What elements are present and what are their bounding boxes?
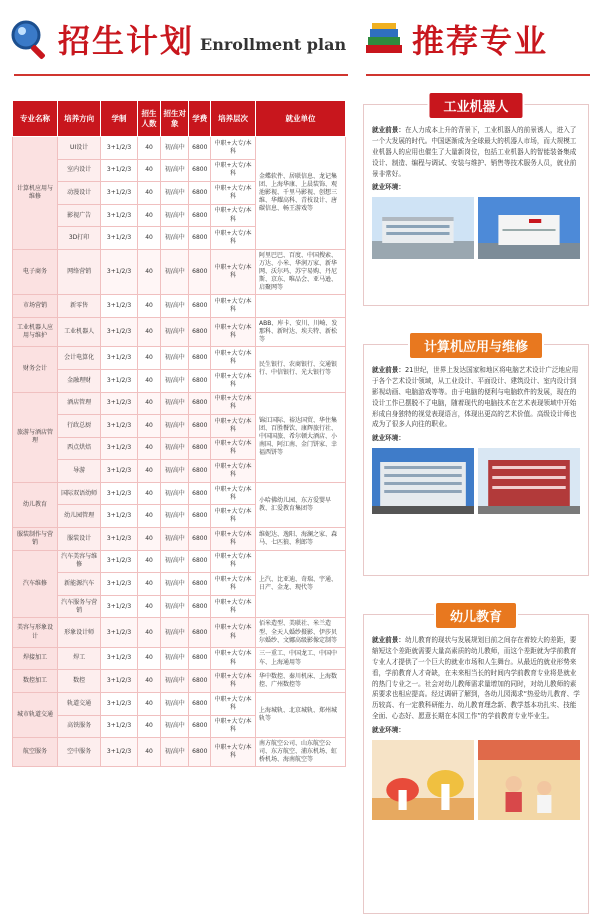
cell-major: 美容与形象设计 [13, 618, 58, 647]
cell-fee: 6800 [189, 249, 211, 294]
section-banner: 幼儿教育 [436, 603, 516, 628]
cell-level: 中职+大专/本科 [211, 573, 256, 596]
cell-level: 中职+大专/本科 [211, 347, 256, 370]
cell-direction: 网络营销 [57, 249, 100, 294]
table-row [13, 647, 346, 670]
cell-years: 3+1/2/3 [101, 227, 138, 250]
cell-years: 3+1/2/3 [101, 318, 138, 347]
cell-employers: 南方航空公司、山东航空公司、东方航空、浦东机场、虹桥机场、海南航空等 [256, 738, 346, 767]
table-row [13, 618, 346, 647]
cell-target: 初/高中 [161, 204, 189, 227]
cell-target: 初/高中 [161, 692, 189, 715]
table-row [13, 692, 346, 715]
cell-target: 初/高中 [161, 528, 189, 551]
cell-years: 3+1/2/3 [101, 647, 138, 670]
prospect-label: 就业前景： [372, 126, 405, 134]
header-major: 专业名称 [13, 101, 58, 137]
cell-years: 3+1/2/3 [101, 182, 138, 205]
cell-level: 中职+大专/本科 [211, 204, 256, 227]
table-row [13, 550, 346, 573]
cell-fee: 6800 [189, 159, 211, 182]
cell-target: 初/高中 [161, 738, 189, 767]
cell-level: 中职+大专/本科 [211, 392, 256, 415]
factory-photo [372, 197, 474, 259]
cell-fee: 6800 [189, 505, 211, 528]
cell-major: 计算机应用与维修 [13, 137, 58, 250]
cell-target: 初/高中 [161, 715, 189, 738]
cell-direction: 行政总厨 [57, 415, 100, 438]
cell-major: 城市轨道交通 [13, 692, 58, 737]
cell-years: 3+1/2/3 [101, 204, 138, 227]
section-early-education [363, 610, 589, 914]
cell-years: 3+1/2/3 [101, 715, 138, 738]
company-building-photo [478, 448, 580, 514]
cell-direction: 酒店管理 [57, 392, 100, 415]
cell-direction: 金融理财 [57, 369, 100, 392]
prospect-text: 在人力成本上升的背景下，工业机器人的前景诱人，进入了一个大发展的时代。中国逐渐成为全球最大的机器人市场，而大规模工业机器人的应用也催生了大量新岗位，包括工业机器人的智能装备集成设计、制造、编程与调试、安装与维护、销售等技术服务人员，就业前景非常好。 [372, 126, 577, 178]
header-years: 学制 [101, 101, 138, 137]
cell-level: 中职+大专/本科 [211, 647, 256, 670]
cell-fee: 6800 [189, 573, 211, 596]
cell-quota: 40 [137, 505, 160, 528]
cell-employers: ABB、库卡、安川、川崎、发那科、新时达、埃夫特、新松等 [256, 318, 346, 347]
cell-fee: 6800 [189, 550, 211, 573]
cell-direction: 会计电算化 [57, 347, 100, 370]
table-row [13, 482, 346, 505]
cell-quota: 40 [137, 204, 160, 227]
cell-years: 3+1/2/3 [101, 670, 138, 693]
classroom-photo [478, 740, 580, 820]
cell-quota: 40 [137, 415, 160, 438]
cell-target: 初/高中 [161, 460, 189, 483]
cell-target: 初/高中 [161, 249, 189, 294]
enrollment-table [12, 100, 346, 767]
prospect-label: 就业前景： [372, 366, 405, 374]
cell-major: 财务会计 [13, 347, 58, 392]
cell-fee: 6800 [189, 647, 211, 670]
cell-employers [256, 295, 346, 318]
cell-level: 中职+大专/本科 [211, 505, 256, 528]
cell-years: 3+1/2/3 [101, 595, 138, 618]
cell-target: 初/高中 [161, 595, 189, 618]
cell-direction: 新零售 [57, 295, 100, 318]
cell-years: 3+1/2/3 [101, 295, 138, 318]
cell-years: 3+1/2/3 [101, 347, 138, 370]
plant-photo [478, 197, 580, 259]
cell-quota: 40 [137, 670, 160, 693]
cell-target: 初/高中 [161, 550, 189, 573]
cell-level: 中职+大专/本科 [211, 227, 256, 250]
cell-quota: 40 [137, 392, 160, 415]
cell-quota: 40 [137, 738, 160, 767]
cell-direction: 幼儿园管理 [57, 505, 100, 528]
enrollment-header [8, 8, 348, 70]
environment-label: 就业环境： [372, 434, 405, 443]
cell-target: 初/高中 [161, 347, 189, 370]
table-row [13, 137, 346, 160]
cell-years: 3+1/2/3 [101, 437, 138, 460]
cell-level: 中职+大专/本科 [211, 670, 256, 693]
cell-target: 初/高中 [161, 415, 189, 438]
cell-major: 数控加工 [13, 670, 58, 693]
cell-direction: 室内设计 [57, 159, 100, 182]
cell-direction: 焊工 [57, 647, 100, 670]
cell-direction: 形象设计师 [57, 618, 100, 647]
cell-level: 中职+大专/本科 [211, 715, 256, 738]
cell-fee: 6800 [189, 528, 211, 551]
cell-quota: 40 [137, 460, 160, 483]
cell-fee: 6800 [189, 392, 211, 415]
cell-level: 中职+大专/本科 [211, 249, 256, 294]
cell-level: 中职+大专/本科 [211, 692, 256, 715]
cell-target: 初/高中 [161, 670, 189, 693]
cell-direction: 汽车美容与维修 [57, 550, 100, 573]
cell-target: 初/高中 [161, 573, 189, 596]
office-building-photo [372, 448, 474, 514]
cell-major: 幼儿教育 [13, 482, 58, 527]
cell-years: 3+1/2/3 [101, 159, 138, 182]
cell-years: 3+1/2/3 [101, 528, 138, 551]
cell-years: 3+1/2/3 [101, 482, 138, 505]
cell-major: 电子商务 [13, 249, 58, 294]
enrollment-title: 招生计划 [58, 22, 195, 60]
cell-fee: 6800 [189, 137, 211, 160]
cell-quota: 40 [137, 437, 160, 460]
cell-level: 中职+大专/本科 [211, 482, 256, 505]
cell-level: 中职+大专/本科 [211, 295, 256, 318]
cell-major: 汽车维修 [13, 550, 58, 618]
cell-employers: 三一重工、中国龙工、中国中车、上海通用等 [256, 647, 346, 670]
cell-target: 初/高中 [161, 295, 189, 318]
table-header-row [13, 101, 346, 137]
cell-quota: 40 [137, 295, 160, 318]
cell-years: 3+1/2/3 [101, 415, 138, 438]
cell-fee: 6800 [189, 182, 211, 205]
cell-target: 初/高中 [161, 159, 189, 182]
environment-label: 就业环境： [372, 183, 405, 192]
section-banner: 计算机应用与维修 [410, 333, 542, 358]
cell-fee: 6800 [189, 618, 211, 647]
table-row [13, 392, 346, 415]
cell-years: 3+1/2/3 [101, 137, 138, 160]
cell-quota: 40 [137, 347, 160, 370]
cell-years: 3+1/2/3 [101, 392, 138, 415]
cell-level: 中职+大专/本科 [211, 550, 256, 573]
magnifier-icon [8, 17, 52, 61]
cell-employers: 上海城轨、北京城轨、郑州城轨等 [256, 692, 346, 737]
cell-quota: 40 [137, 369, 160, 392]
header-fee: 学费 [189, 101, 211, 137]
prospect-label: 就业前景： [372, 636, 405, 644]
cell-quota: 40 [137, 182, 160, 205]
cell-target: 初/高中 [161, 392, 189, 415]
cell-fee: 6800 [189, 415, 211, 438]
right-divider [366, 74, 590, 76]
cell-direction: 工业机器人 [57, 318, 100, 347]
cell-major: 市场营销 [13, 295, 58, 318]
cell-major: 航空服务 [13, 738, 58, 767]
environment-label: 就业环境： [372, 726, 405, 734]
cell-quota: 40 [137, 692, 160, 715]
cell-direction: 空中服务 [57, 738, 100, 767]
header-employers: 就业单位 [256, 101, 346, 137]
cell-quota: 40 [137, 249, 160, 294]
header-level: 培养层次 [211, 101, 256, 137]
cell-target: 初/高中 [161, 182, 189, 205]
cell-years: 3+1/2/3 [101, 738, 138, 767]
cell-fee: 6800 [189, 482, 211, 505]
cell-fee: 6800 [189, 460, 211, 483]
cell-employers: 民生银行、农商银行、交通银行、中信银行、光大银行等 [256, 347, 346, 392]
cell-fee: 6800 [189, 738, 211, 767]
cell-employers: 小哈佛幼儿园、东方爱婴早教、汇爱教育集团等 [256, 482, 346, 527]
prospect-text: 21世纪，世界上发达国家和地区将电脑艺术设计广泛地应用于各个艺术设计领域，从工业设计、平面设计、建筑设计、室内设计到影视动画、电脑游戏等等。由于电脑的便利与电脑软件的发展，现在的设计工作已摆脱不了电脑，随着现代的电脑技术在艺术表现领域中开始形成自身独特的视觉表现语言，体现出更高的艺术价值。高级设计师也成为了很多人向往的职业。 [372, 366, 579, 429]
cell-level: 中职+大专/本科 [211, 369, 256, 392]
recommend-header [362, 8, 594, 70]
cell-direction: 汽车服务与营销 [57, 595, 100, 618]
cell-employers: 维妮达、逸阳、海澜之家、森马、七匹狼、利郎等 [256, 528, 346, 551]
cell-fee: 6800 [189, 369, 211, 392]
cell-fee: 6800 [189, 692, 211, 715]
section-computer-application [363, 340, 589, 576]
cell-direction: 高铁服务 [57, 715, 100, 738]
cell-years: 3+1/2/3 [101, 550, 138, 573]
cell-fee: 6800 [189, 670, 211, 693]
cell-level: 中职+大专/本科 [211, 159, 256, 182]
cell-employers: 阿里巴巴、百度、中国搜索、万达、小米、华润万家、新华网、沃尔玛、苏宁易购、丹尼斯、京东、唯品会、亚马逊、启聚网等 [256, 249, 346, 294]
header-target: 招生对象 [161, 101, 189, 137]
cell-target: 初/高中 [161, 369, 189, 392]
cell-fee: 6800 [189, 347, 211, 370]
cell-fee: 6800 [189, 295, 211, 318]
cell-employers: 佰米造型、美联社、米兰造型、全天人婚纱摄影、伊莎贝尔婚纱、文娜高级影像定制等 [256, 618, 346, 647]
cell-years: 3+1/2/3 [101, 618, 138, 647]
enrollment-subtitle: Enrollment plan [200, 34, 347, 54]
cell-years: 3+1/2/3 [101, 692, 138, 715]
table-row [13, 295, 346, 318]
cell-direction: 动漫设计 [57, 182, 100, 205]
cell-target: 初/高中 [161, 227, 189, 250]
cell-fee: 6800 [189, 227, 211, 250]
table-row [13, 249, 346, 294]
cell-direction: 3D打印 [57, 227, 100, 250]
cell-fee: 6800 [189, 437, 211, 460]
table-row [13, 347, 346, 370]
cell-major: 焊接加工 [13, 647, 58, 670]
cell-quota: 40 [137, 318, 160, 347]
cell-years: 3+1/2/3 [101, 505, 138, 528]
cell-direction: 新能源汽车 [57, 573, 100, 596]
table-row [13, 528, 346, 551]
cell-major: 服装制作与营销 [13, 528, 58, 551]
cell-level: 中职+大专/本科 [211, 528, 256, 551]
cell-quota: 40 [137, 550, 160, 573]
cell-direction: 服装设计 [57, 528, 100, 551]
cell-employers: 上汽、比亚迪、奇瑞、宇通、日产、金龙、现代等 [256, 550, 346, 618]
books-icon [362, 17, 406, 61]
cell-target: 初/高中 [161, 505, 189, 528]
left-divider [14, 74, 348, 76]
cell-target: 初/高中 [161, 318, 189, 347]
cell-level: 中职+大专/本科 [211, 618, 256, 647]
cell-years: 3+1/2/3 [101, 573, 138, 596]
cell-target: 初/高中 [161, 618, 189, 647]
cell-fee: 6800 [189, 204, 211, 227]
cell-direction: 数控 [57, 670, 100, 693]
cell-level: 中职+大专/本科 [211, 182, 256, 205]
cell-target: 初/高中 [161, 482, 189, 505]
cell-quota: 40 [137, 573, 160, 596]
cell-direction: 西点烘焙 [57, 437, 100, 460]
table-row [13, 318, 346, 347]
recommend-title: 推荐专业 [412, 22, 549, 60]
kindergarten-photo [372, 740, 474, 820]
cell-quota: 40 [137, 715, 160, 738]
cell-level: 中职+大专/本科 [211, 460, 256, 483]
cell-target: 初/高中 [161, 437, 189, 460]
cell-level: 中职+大专/本科 [211, 318, 256, 347]
cell-quota: 40 [137, 159, 160, 182]
cell-fee: 6800 [189, 715, 211, 738]
cell-years: 3+1/2/3 [101, 460, 138, 483]
prospect-text: 幼儿教育的现状与发展规划目前之间存在着较大的差距，要缩短这个差距就需要大量高素质的幼儿教师，而这个差距就为学前教育专业人才提供了一个巨大的就业市场和人生舞台。从最近的就业形势来看，学前教育人才奇缺，在未来相当长的时间内学前教育专业将是就业的热门专业之一。社会对幼儿教师需求量增加的同时，对幼儿教师的素质要求也相应提高。经过调研了解到，各幼儿园渴求“热爱幼儿教育、学历较高、有一定教科研能力、幼儿教育理念新、教学基本功扎实、技能全面、心态好、愿意长期在本园工作”的学前教育专业毕业生。 [372, 636, 580, 721]
cell-major: 工业机器人应用与维护 [13, 318, 58, 347]
cell-employers: 锦江国际、裕达国贸、华住集团、百胜餐饮、康辉旅行社、中国国旅、希尔顿大酒店、小南国、阿江南、金门饼家、幸福西饼等 [256, 392, 346, 482]
cell-direction: 影视广告 [57, 204, 100, 227]
section-industrial-robot [363, 100, 589, 306]
cell-years: 3+1/2/3 [101, 369, 138, 392]
table-row [13, 738, 346, 767]
cell-level: 中职+大专/本科 [211, 137, 256, 160]
table-row [13, 670, 346, 693]
cell-direction: 轨道交通 [57, 692, 100, 715]
cell-level: 中职+大专/本科 [211, 595, 256, 618]
cell-quota: 40 [137, 647, 160, 670]
cell-target: 初/高中 [161, 137, 189, 160]
cell-direction: 导游 [57, 460, 100, 483]
cell-employers: 华中数控、秦川机床、上海数控、广州数控等 [256, 670, 346, 693]
cell-fee: 6800 [189, 595, 211, 618]
section-banner: 工业机器人 [429, 93, 522, 118]
cell-quota: 40 [137, 618, 160, 647]
cell-quota: 40 [137, 137, 160, 160]
cell-direction: 国际双语幼师 [57, 482, 100, 505]
cell-level: 中职+大专/本科 [211, 415, 256, 438]
cell-level: 中职+大专/本科 [211, 437, 256, 460]
cell-target: 初/高中 [161, 647, 189, 670]
header-direction: 培养方向 [57, 101, 100, 137]
cell-direction: UI设计 [57, 137, 100, 160]
cell-quota: 40 [137, 528, 160, 551]
header-quota: 招生人数 [137, 101, 160, 137]
cell-major: 旅游与酒店管理 [13, 392, 58, 482]
cell-quota: 40 [137, 227, 160, 250]
cell-quota: 40 [137, 595, 160, 618]
cell-level: 中职+大专/本科 [211, 738, 256, 767]
cell-quota: 40 [137, 482, 160, 505]
cell-years: 3+1/2/3 [101, 249, 138, 294]
cell-fee: 6800 [189, 318, 211, 347]
cell-employers: 金蝶软件、居联信息、龙记集团、上海华康、上晨装饰、观池影视、千里马影视、创想三维、华耀高科、青枝设计、唐碳信息、畅王游戏等 [256, 137, 346, 250]
